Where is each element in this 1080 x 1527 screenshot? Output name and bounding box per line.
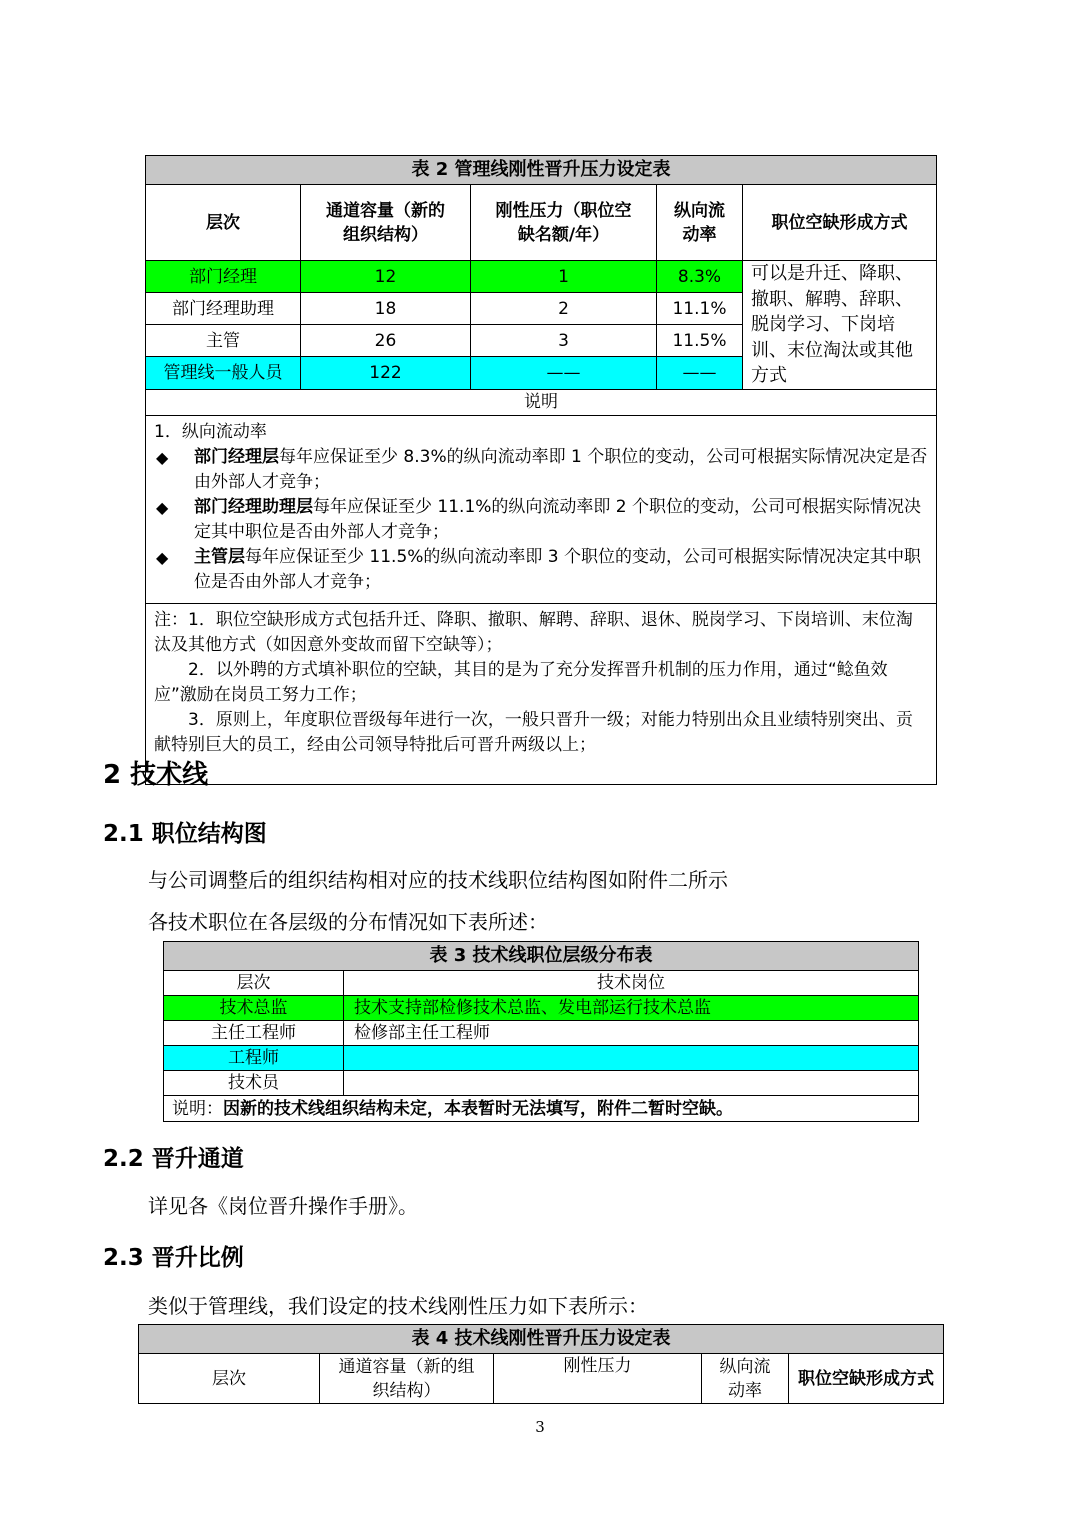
- row-pressure: 2: [471, 293, 657, 325]
- bullet-strong: 部门经理层: [194, 446, 279, 467]
- row-level: 工程师: [164, 1046, 344, 1071]
- table-4-caption: 表 4 技术线刚性晋升压力设定表: [139, 1325, 944, 1354]
- row-capacity: 18: [301, 293, 471, 325]
- explain-label: 说明: [146, 389, 937, 415]
- table-row: [164, 996, 919, 1021]
- row-pressure: 3: [471, 325, 657, 357]
- table-row: [146, 261, 937, 293]
- row-rate: 11.1%: [657, 293, 743, 325]
- row-rate: 8.3%: [657, 261, 743, 293]
- table-2-caption: 表 2 管理线刚性晋升压力设定表: [146, 156, 937, 185]
- row-post: 技术支持部检修技术总监、发电部运行技术总监: [344, 996, 919, 1021]
- section-title: 2 技术线: [103, 760, 209, 790]
- row-post: [344, 1046, 919, 1071]
- list-item: [154, 445, 928, 495]
- header-method: 职位空缺形成方式: [743, 185, 937, 261]
- header-capacity: 通道容量（新的组织结构）: [301, 185, 471, 261]
- row-post: [344, 1071, 919, 1096]
- row-pressure: 1: [471, 261, 657, 293]
- header-level: 层次: [164, 971, 344, 996]
- header-level: 层次: [146, 185, 301, 261]
- row-level: 技术总监: [164, 996, 344, 1021]
- row-level: 部门经理助理: [146, 293, 301, 325]
- bullet-text: 每年应保证至少 11.1%的纵向流动率即 2 个职位的变动，公司可根据实际情况决定其中职位是否由外部人才竞争；: [194, 496, 922, 542]
- table-3: [163, 941, 919, 1122]
- paragraph: 详见各《岗位晋升操作手册》。: [148, 1194, 418, 1218]
- diamond-bullet-icon: ◆: [156, 497, 169, 517]
- list-item: [154, 545, 928, 595]
- header-rate: 纵向流动率: [702, 1354, 789, 1404]
- row-rate: ——: [657, 357, 743, 389]
- row-level: 技术员: [164, 1071, 344, 1096]
- row-pressure: ——: [471, 357, 657, 389]
- table-2: [145, 155, 937, 785]
- bullet-text: 每年应保证至少 11.5%的纵向流动率即 3 个职位的变动，公司可根据实际情况决定其中职位是否由外部人才竞争；: [194, 546, 922, 592]
- paragraph: 各技术职位在各层级的分布情况如下表所述：: [148, 910, 548, 934]
- bullet-text: 每年应保证至少 8.3%的纵向流动率即 1 个职位的变动，公司可根据实际情况决定是否由外部人才竞争；: [194, 446, 928, 492]
- header-rate: 纵向流动率: [657, 185, 743, 261]
- row-rate: 11.5%: [657, 325, 743, 357]
- row-capacity: 122: [301, 357, 471, 389]
- paragraph: 与公司调整后的组织结构相对应的技术线职位结构图如附件二所示: [148, 868, 728, 892]
- method-cell: 可以是升迁、降职、撤职、解聘、辞职、脱岗学习、下岗培训、末位淘汰或其他方式: [743, 261, 937, 390]
- diamond-bullet-icon: ◆: [156, 447, 169, 467]
- bullet-strong: 部门经理助理层: [194, 496, 313, 517]
- note-1: 注：1．职位空缺形成方式包括升迁、降职、撤职、解聘、辞职、退休、脱岗学习、下岗培训、末位淘汰及其他方式（如因意外变故而留下空缺等）；: [154, 609, 913, 655]
- table-3-note: [164, 1096, 919, 1122]
- row-level: 管理线一般人员: [146, 357, 301, 389]
- subsection-title: 2.2 晋升通道: [103, 1146, 244, 1172]
- row-post: 检修部主任工程师: [344, 1021, 919, 1046]
- row-level: 主任工程师: [164, 1021, 344, 1046]
- table-row: [164, 1046, 919, 1071]
- note-text: 因新的技术线组织结构未定，本表暂时无法填写，附件二暂时空缺。: [223, 1098, 733, 1119]
- header-capacity: 通道容量（新的组织结构）: [320, 1354, 494, 1404]
- paragraph: 类似于管理线，我们设定的技术线刚性压力如下表所示：: [148, 1294, 648, 1318]
- explain-title: 1．纵向流动率: [154, 421, 267, 442]
- bullet-strong: 主管层: [194, 546, 245, 567]
- note-3: 3．原则上，年度职位晋级每年进行一次，一般只晋升一级；对能力特别出众且业绩特别突出、贡献特别巨大的员工，经由公司领导特批后可晋升两级以上；: [154, 709, 913, 755]
- subsection-title: 2.1 职位结构图: [103, 821, 267, 847]
- table-4: [138, 1324, 944, 1404]
- note-2: 2．以外聘的方式填补职位的空缺，其目的是为了充分发挥晋升机制的压力作用，通过“鲶鱼效应”激励在岗员工努力工作；: [154, 659, 888, 705]
- header-post: 技术岗位: [344, 971, 919, 996]
- header-pressure: 刚性压力（职位空缺名额/年）: [471, 185, 657, 261]
- explain-block: [146, 415, 937, 603]
- subsection-title: 2.3 晋升比例: [103, 1245, 244, 1271]
- row-level: 主管: [146, 325, 301, 357]
- row-capacity: 26: [301, 325, 471, 357]
- table-row: [164, 1021, 919, 1046]
- diamond-bullet-icon: ◆: [156, 547, 169, 567]
- page-number: 3: [535, 1418, 545, 1436]
- header-method: 职位空缺形成方式: [789, 1354, 944, 1404]
- header-pressure: 刚性压力: [494, 1354, 702, 1404]
- row-capacity: 12: [301, 261, 471, 293]
- row-level: 部门经理: [146, 261, 301, 293]
- table-row: [164, 1071, 919, 1096]
- list-item: [154, 495, 928, 545]
- notes-block: [146, 603, 937, 784]
- note-prefix: 说明：: [172, 1098, 223, 1119]
- table-3-caption: 表 3 技术线职位层级分布表: [164, 942, 919, 971]
- header-level: 层次: [139, 1354, 320, 1404]
